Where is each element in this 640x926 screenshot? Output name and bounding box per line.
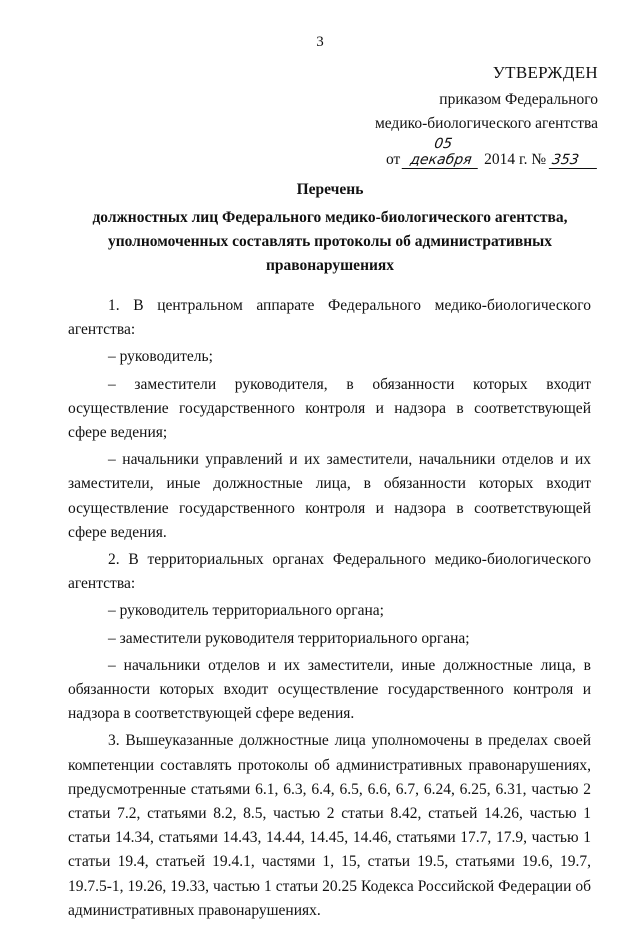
paragraph: – заместители руководителя, в обязанности которых входит осуществление государственного контроля и надзора в соответствующей сфере ведения; [68,375,591,442]
heading-line3: уполномоченных составлять протоколы об административных [107,233,553,250]
paragraph: 3. Вышеуказанные должностные лица уполномочены в пределах своей компетенции составлять протоколы об административных правонарушениях, предусмотренные статьями 6.1, 6.3, 6.4, 6.5, 6.6, 6.7, 6.24, 6.25, 6.31, частью 2 статьи 7.2, статьями 8.2, 8.5, частью 2 статьи 8.42, статьей 14.26, частью 1 статьи 14.34, статьями 14.43, 14.44, 14.45, 14.46, статьями 17.7, 17.9, частью 1 статьи 19.4, статьей 19.4.1, частями 1, 15, статьи 19.5, статьями 19.6, 19.7, 19.7.5-1, 19.26, 19.33, частью 1 статьи 20.25 Кодекса Российской Федерации об административных правонарушениях. [68,732,591,919]
approval-line1: приказом Федерального [439,91,598,108]
heading-line1: Перечень [296,181,364,198]
approval-stamp [298,60,598,172]
date-prefix: от [386,151,401,168]
paragraph: – руководитель территориального органа; [108,602,384,620]
approval-line2: медико-биологического агентства [374,115,598,132]
handwritten-date: 05 декабря [402,136,483,169]
page-number: 3 [316,34,324,50]
paragraph: 2. В территориальных органах Федерального медико-биологического агентства: [68,551,591,593]
paragraph: 1. В центральном аппарате Федерального медико-биологического агентства: [68,297,591,339]
heading-line4: правонарушениях [265,257,395,274]
heading-line2: должностных лиц Федерального медико-биологического агентства, [92,209,568,226]
approval-date-line [298,136,598,172]
document-body [68,294,591,926]
paragraph: – начальники управлений и их заместители, начальники отделов и их заместители, иные должностные лица, в обязанности которых входит осуществление государственного контроля и надзора в соответствующей сфере ведения. [68,451,591,541]
document-heading [90,178,570,278]
paragraph: – начальники отделов и их заместители, иные должностные лица, в обязанности которых входит осуществление государственного контроля и надзора в соответствующей сфере ведения. [68,656,591,723]
paragraph: – заместители руководителя территориального органа; [108,629,470,647]
approval-title: УТВЕРЖДЕН [492,63,598,82]
year-text: 2014 г. № [484,151,547,168]
handwritten-number: 353 [549,152,599,169]
paragraph: – руководитель; [108,348,213,366]
